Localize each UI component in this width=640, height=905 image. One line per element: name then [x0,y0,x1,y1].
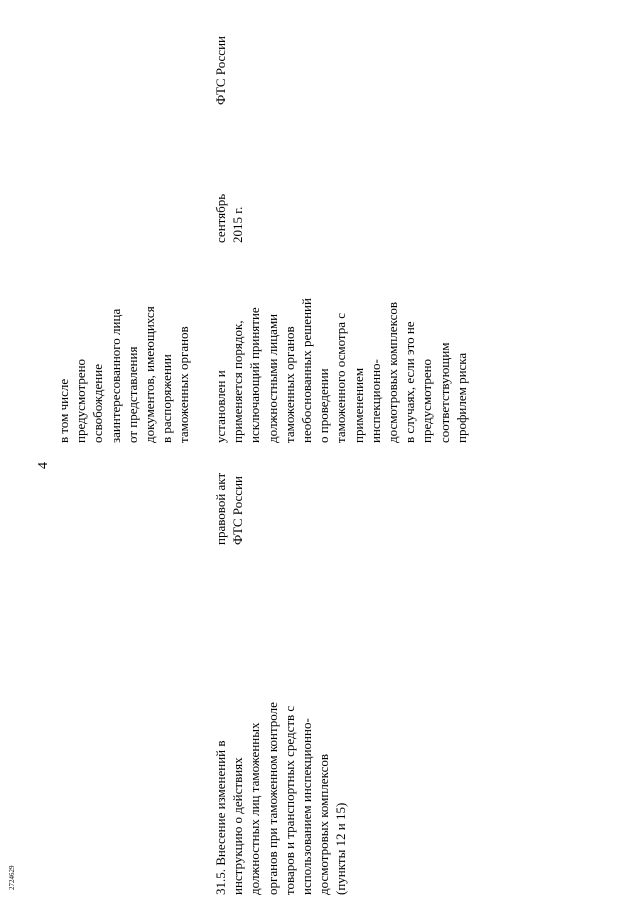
document-code: 2724629 [8,865,16,890]
executor-cell [212,36,229,105]
text-line: органов при таможенном контроле [264,702,280,895]
text-line: таможенных органов [176,326,192,443]
measure-name-cell [212,702,350,895]
text-line: досмотровых комплексов [385,302,401,443]
text-line: в распоряжении [159,354,175,443]
text-line: таможенных органов [281,326,297,443]
text-line: инструкцию о действиях [230,757,246,895]
expected-result-cell [212,298,470,443]
text-line: предусмотрено [73,358,89,443]
text-line: документов, имеющихся [142,306,158,443]
text-line: досмотровых комплексов [316,754,332,895]
text-line: предусмотрено [419,358,435,443]
text-line: применяется порядок, [230,320,246,443]
text-line: использованием инспекционно- [299,718,315,895]
text-line: таможенного осмотра с [333,312,349,443]
text-line: сентябрь [213,193,228,243]
deadline-cell [212,194,246,243]
text-line: 2015 г. [230,206,246,243]
text-line: (пункты 12 и 15) [333,802,349,895]
text-line: должностными лицами [264,313,280,443]
text-line: соответствующим [436,342,452,443]
text-line: должностных лиц таможенных [247,722,263,895]
text-line: правовой акт [213,472,228,545]
continued-result-cell [55,306,193,443]
text-line: исключающий принятие [247,307,263,443]
text-line: о проведении [316,368,332,443]
text-line: инспекционно- [367,359,383,443]
text-line: профилем риска [453,352,469,443]
text-line: установлен и [213,370,228,443]
text-line: в том числе [56,378,71,443]
text-line: необоснованных решений [299,298,315,443]
document-type-cell [212,473,246,545]
text-line: ФТС России [230,476,246,545]
page-number: 4 [36,462,51,469]
text-line: заинтересованного лица [107,308,123,443]
text-line: ФТС России [213,36,228,105]
text-line: освобождение [90,364,106,443]
text-line: товаров и транспортных средств с [281,705,297,895]
text-line: в случаях, если это не [402,321,418,443]
text-line: применением [350,367,366,443]
text-line: 31.5. Внесение изменений в [213,740,228,895]
text-line: от представления [124,346,140,443]
